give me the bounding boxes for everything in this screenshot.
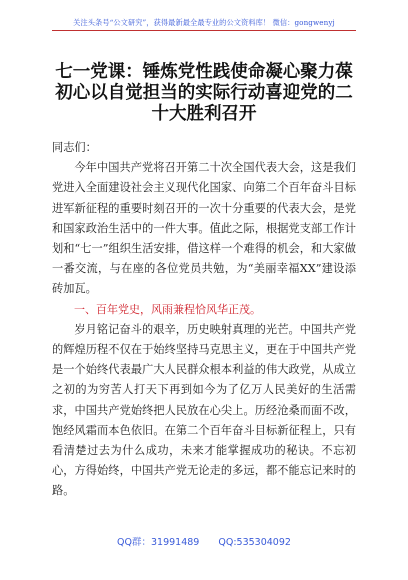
footer-qq-number: QQ:535304092 bbox=[218, 537, 291, 548]
document-body bbox=[52, 138, 356, 502]
footer-qq-group: QQ群：31991489 bbox=[117, 537, 200, 548]
intro-paragraph: 今年中国共产党将召开第二十次全国代表大会，这是我们党进入全面建设社会主义现代化国家、向第二个百年奋斗目标进军新征程的重要时刻召开的一次十分重要的代表大会，是党和国家政治生活中的一件大事。值此之际，根据党支部工作计划和“七一”组织生活安排，借这样一个难得的机会，和大家做一番交流，与在座的各位党员共勉，为“美丽幸福XX”建设添砖加瓦。 bbox=[52, 161, 356, 296]
section-heading: 一、百年党史，风雨兼程恰风华正茂。 bbox=[74, 302, 261, 316]
header-notice: 关注头条号“公文研究”，获得最新最全最专业的公文资料库！ 微信：gongwenyj bbox=[73, 18, 335, 27]
footer-contacts bbox=[52, 534, 356, 548]
salutation: 同志们： bbox=[52, 141, 97, 154]
section-paragraph: 岁月铭记奋斗的艰辛，历史映射真理的光芒。中国共产党的辉煌历程不仅在于始终坚持马克思主义，更在于中国共产党是一个始终代表最广大人民群众根本利益的伟大政党，从成立之初的为穷苦人打天下再到如今为了亿万人民美好的生活需求，中国共产党始终把人民放在心尖上。历经沧桑而面不改，饱经风霜而本色依旧。在第二个百年奋斗目标新征程上，只有看清楚过去为什么成功，未来才能掌握成功的秘诀。不忘初心，方得始终，中国共产党无论走的多远，都不能忘记来时的路。 bbox=[52, 322, 356, 498]
document-title: 七一党课：锤炼党性践使命凝心聚力葆初心以自觉担当的实际行动喜迎党的二十大胜利召开 bbox=[55, 62, 353, 124]
header-divider bbox=[52, 30, 356, 31]
